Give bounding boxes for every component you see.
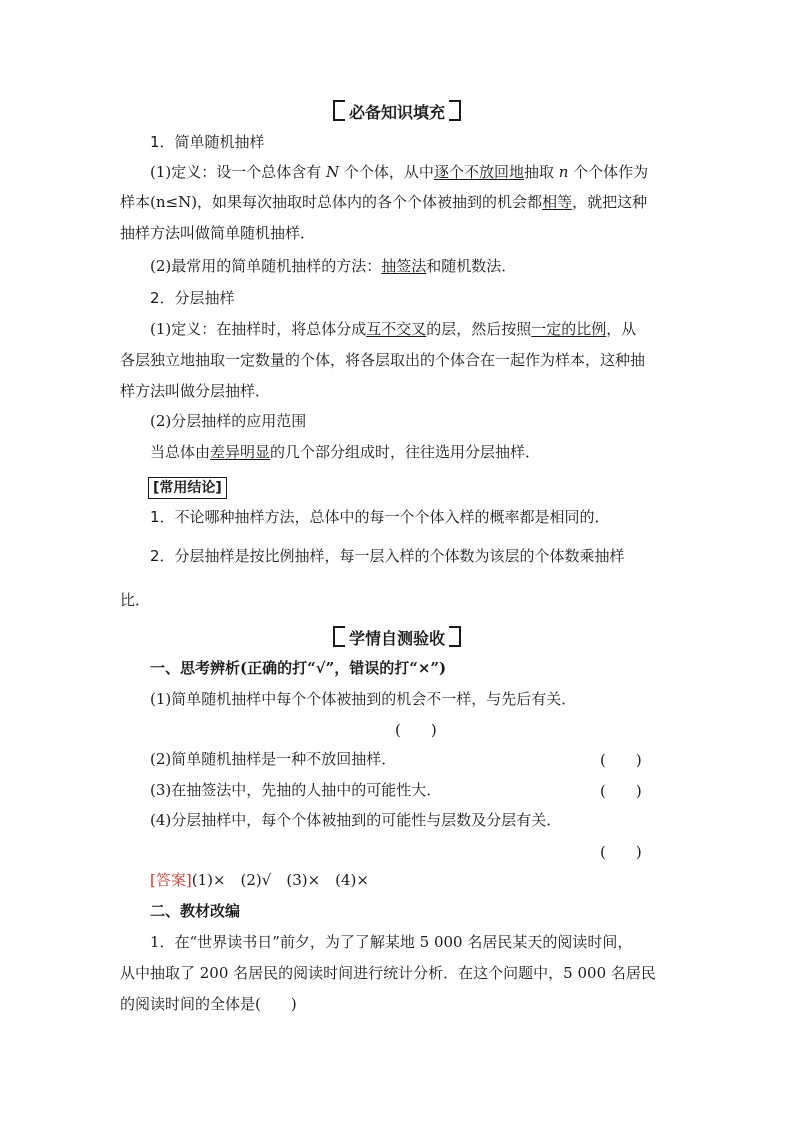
text: 个个体作为: [573, 163, 649, 181]
conclusion-label: [常用结论]: [148, 477, 227, 499]
text: (2)最常用的简单随机抽样的方法：: [150, 257, 382, 275]
heading-textbook-adaptation: 二、教材改编: [150, 902, 241, 920]
text: 的层，然后按照: [426, 320, 532, 338]
paragraph-line: [150, 256, 516, 276]
text: 的几个部分组成时，往往选用分层抽样．: [270, 443, 541, 461]
heading-true-false: 一、思考辨析(正确的打“√”，错误的打“×”): [150, 659, 447, 677]
paragraph-line: 各层独立地抽取一定数量的个体，将各层取出的个体合在一起作为样本，这种抽: [120, 351, 646, 369]
text: 个个体，从中: [343, 163, 434, 181]
text: ，从: [606, 320, 637, 338]
text: 抽取: [523, 163, 554, 181]
answer-blank: ( ): [600, 782, 642, 800]
text: (1)定义：设一个总体含有: [150, 163, 322, 181]
section-title-text: 必备知识填充: [348, 103, 445, 122]
bracket-right-icon: [449, 626, 461, 647]
question-2: (2)简单随机抽样是一种不放回抽样．: [150, 750, 397, 768]
paragraph-line: [150, 442, 540, 462]
text: 样本(n≤N)，如果每次抽取时总体内的各个个体被抽到的机会都: [120, 193, 543, 211]
answer-blank: ( ): [395, 721, 437, 739]
answer-blank: ( ): [600, 751, 642, 769]
question-1: (1)简单随机抽样中每个个体被抽到的机会不一样，与先后有关．: [150, 690, 577, 708]
underlined-term: 一定的比例: [531, 320, 607, 338]
heading-simple-random-sampling: 1．简单随机抽样: [150, 133, 265, 151]
text: 和随机数法．: [426, 257, 517, 275]
text: ，就把这种: [572, 193, 648, 211]
conclusion-item-1: 1．不论哪种抽样方法，总体中的每一个个体入样的概率都是相同的．: [150, 508, 610, 526]
answer-blank: ( ): [600, 843, 642, 861]
math-var: n: [553, 163, 574, 181]
paragraph-line: 样方法叫做分层抽样．: [120, 382, 271, 400]
question-3: (3)在抽签法中，先抽的人抽中的可能性大．: [150, 781, 442, 799]
conclusion-item-2: 2．分层抽样是按比例抽样，每一层入样的个体数为该层的个体数乘抽样: [150, 547, 625, 565]
underlined-term: 互不交叉: [366, 320, 427, 338]
paragraph-line: [120, 192, 647, 212]
bracket-right-icon: [449, 100, 461, 121]
answer-label: [答案]: [150, 871, 192, 889]
section-title-self-test: [0, 626, 794, 649]
paragraph-line: [150, 319, 636, 339]
underlined-term: 抽签法: [381, 257, 427, 275]
math-var: N: [321, 163, 344, 181]
section-title-text: 学情自测验收: [348, 629, 445, 648]
section-title-knowledge: [0, 100, 794, 123]
heading-stratified-sampling: 2．分层抽样: [150, 289, 235, 307]
conclusion-item-2-cont: 比．: [120, 591, 151, 609]
text: (1)定义：在抽样时，将总体分成: [150, 320, 367, 338]
answer-text: (1)× (2)√ (3)× (4)×: [191, 871, 369, 889]
question-4: (4)分层抽样中，每个个体被抽到的可能性与层数及分层有关．: [150, 811, 562, 829]
underlined-term: 逐个不放回地: [433, 163, 524, 181]
exercise-line: 的阅读时间的全体是( ): [120, 995, 297, 1013]
bracket-left-icon: [333, 626, 345, 647]
answer-line: [150, 870, 369, 890]
bracket-left-icon: [333, 100, 345, 121]
underlined-term: 差异明显: [210, 443, 271, 461]
exercise-line: 从中抽取了 200 名居民的阅读时间进行统计分析．在这个问题中，5 000 名居民: [120, 964, 656, 982]
underlined-term: 相等: [542, 193, 573, 211]
text: 当总体由: [150, 443, 211, 461]
paragraph-line: [150, 162, 648, 182]
paragraph-line: (2)分层抽样的应用范围: [150, 412, 307, 430]
paragraph-line: 抽样方法叫做简单随机抽样．: [120, 224, 316, 242]
exercise-line: 1．在“世界读书日”前夕，为了了解某地 5 000 名居民某天的阅读时间，: [150, 933, 633, 951]
